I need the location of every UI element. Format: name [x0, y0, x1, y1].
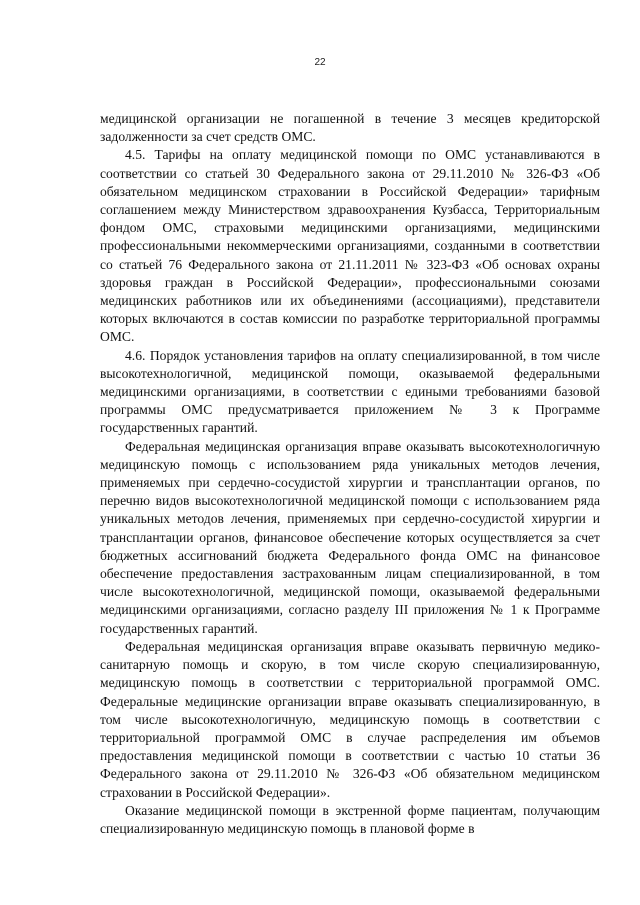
paragraph-emergency-care: Оказание медицинской помощи в экстренной форме пациентам, получающим специализированную медицинскую помощь в плановой форме в: [100, 802, 600, 836]
document-body: [100, 110, 600, 838]
paragraph-federal-primary-care: Федеральная медицинская организация вправе оказывать первичную медико-санитарную помощь и скорую, в том числе скорую специализированную, медицинскую помощь в соответствии с территориальной программой ОМС. Федеральные медицинские организации вправе оказывать специализированную, в том числе высокотехнологичную, медицинскую помощь в соответствии с территориальной программой ОМС в случае распределения им объемов предоставления медицинской помощи в соответствии с частью 10 статьи 36 Федерального закона от 29.11.2010 № 326-ФЗ «Об обязательном медицинском страховании в Российской Федерации».: [100, 638, 600, 800]
page-number: 22: [314, 57, 326, 68]
paragraph-federal-hightech: Федеральная медицинская организация вправе оказывать высокотехнологичную медицинскую помощь с использованием ряда уникальных методов лечения, применяемых при сердечно-сосудистой хирургии и трансплантации органов, по перечню видов высокотехнологичной медицинской помощи с использованием ряда уникальных методов лечения, применяемых при сердечно-сосудистой хирургии и трансплантации органов, финансовое обеспечение которых осуществляется за счет бюджетных ассигнований бюджета Федерального фонда ОМС на финансовое обеспечение предоставления застрахованным лицам специализированной, в том числе высокотехнологичной, медицинской помощи, оказываемой федеральными медицинскими организациями, согласно разделу III приложения № 1 к Программе государственных гарантий.: [100, 438, 600, 636]
paragraph-continuation: медицинской организации не погашенной в течение 3 месяцев кредиторской задолженности за счет средств ОМС.: [100, 111, 600, 145]
paragraph-4-5: 4.5. Тарифы на оплату медицинской помощи по ОМС устанавливаются в соответствии со статьей 30 Федерального закона от 29.11.2010 № 326-ФЗ «Об обязательном медицинском страховании в Российской Федерации» тарифным соглашением между Министерством здравоохранения Кузбасса, Территориальным фондом ОМС, страховыми медицинскими организациями, медицинскими профессиональными некоммерческими организациями, созданными в соответствии со статьей 76 Федерального закона от 21.11.2011 № 323-ФЗ «Об основах охраны здоровья граждан в Российской Федерации», профессиональными союзами медицинских работников или их объединениями (ассоциациями), представители которых включаются в состав комиссии по разработке территориальной программы ОМС.: [100, 147, 600, 345]
paragraph-4-6: 4.6. Порядок установления тарифов на оплату специализированной, в том числе высокотехнологичной, медицинской помощи, оказываемой федеральными медицинскими организациями, в соответствии с едиными требованиями базовой программы ОМС предусматривается приложением № 3 к Программе государственных гарантий.: [100, 347, 600, 436]
